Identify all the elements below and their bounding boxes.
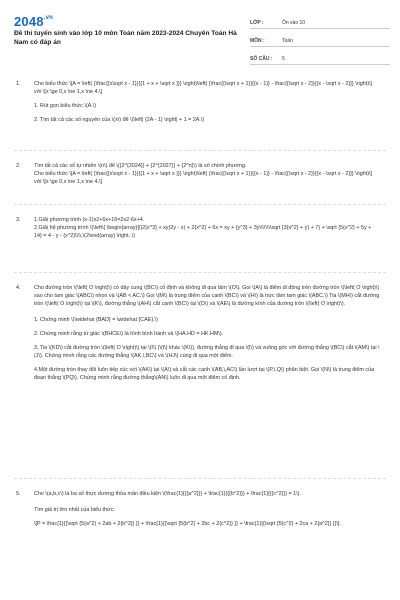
question-number: 1. xyxy=(16,81,21,87)
question-stem-2: Cho biểu thức \[A = \left( {\frac{{x\sqrt x - 1}}{{1 + x + \sqrt x }}} \right)\left( {\frac{{\sqrt x + 1}}{{x - 1}} - \frac{{\sqrt x - 2}}{{x - \sqrt x - 2}}} \right)\] với \[x \ge 0,x \ne 1,x \ne 4.\] xyxy=(34,171,373,185)
brand-name: 2048 xyxy=(14,14,44,29)
question-part: Tìm giá trị lớn nhất của biểu thức: xyxy=(34,507,115,513)
divider xyxy=(14,150,386,151)
question-stem: Cho biểu thức \[A = \left( {\frac{{x\sqrt x - 1}}{{1 + x + \sqrt x }}} \right)\left( {\frac{{\sqrt x + 1}}{{x - 1}} - \frac{{\sqrt x - 2}}{{x - \sqrt x - 2}}} \right)\] với \[x \ge 0,x \ne 1,x \ne 4.\] xyxy=(34,81,373,95)
question-stem: Cho \(a,b,c\) là ba số thực dương thỏa mãn điều kiện \(\frac{1}{{{a^2}}} + \frac{1}{{{b^2}}} + \frac{1}{{{c^2}}} = 1\). xyxy=(34,491,301,497)
meta-key: LỚP : xyxy=(250,20,264,26)
question-body xyxy=(34,80,380,130)
meta-row-subject xyxy=(250,30,390,47)
question-part: 3. Tia \(KD\) cắt đường tròn \(\left( O \right)\) tại \(I\) (\(I\) khác \(K\)), đường thẳng đi qua \(I\) và vuông góc với đường thẳng \(BC\) cắt \(AM\) tại \(J\). Chứng minh rằng các đường thẳng \(AK,\,BC\) và \(HJ\) cùng đi qua một điểm. xyxy=(34,345,380,359)
question-part: 2. Tìm tất cả các số nguyên của \(x\) để \(\left| {2A - 1} \right| + 1 = 2A.\) xyxy=(34,117,205,123)
meta-row-count xyxy=(250,48,390,65)
question-body xyxy=(34,490,380,534)
question-part: 4.Một đường tròn thay đổi luôn tiếp xúc với \(AK\) tại \(A\) và cắt các cạnh \(AB,\,AC\) lần lượt tại \(P,\,Q\) phân biệt. Gọi \(N\) là trung điểm của đoạn thẳng \(PQ\). Chứng minh rằng đường thẳng\(AN\) luôn đi qua một điểm cố định. xyxy=(34,367,375,381)
question-part: 2. Chứng minh rằng tứ giác \(BHCE\) là hình bình hành và \(HA.HD = HK.HM\). xyxy=(34,331,224,337)
document-title: Đề thi tuyển sinh vào lớp 10 môn Toán năm 2023-2024 Chuyên Toán Hà Nam có đáp án xyxy=(14,30,237,46)
question-number: 2. xyxy=(16,163,21,169)
document-header xyxy=(0,0,400,62)
question-number: 5. xyxy=(16,491,21,497)
divider xyxy=(14,272,386,273)
meta-value: Toán xyxy=(282,38,293,44)
question-part: 1. Chứng minh \(\widehat {BAD} = \widehat {CAE}.\) xyxy=(34,317,158,323)
meta-table xyxy=(250,12,390,66)
meta-value: 5 xyxy=(282,56,285,62)
question-body xyxy=(34,216,380,246)
question-stem: 1.Giải phương trình (x-1)x2+6x+16=2x2-6x+4. xyxy=(34,217,145,223)
meta-row-class xyxy=(250,12,390,29)
question-stem-2: 2.Giải hệ phương trình \(\left\{ \begin{array}{l}2{x^3} + xy(2y - x) + 2{x^2} + 6x = xy + {y^3} + 3y\\\\\\\\sqrt {3{x^2} + y} + 7} + \sqrt {5{x^2} + 5y + 14} = 4 - y - {x^2}\\\\,\(2\end{array} \right..\) xyxy=(34,225,372,239)
brand-logo[interactable] xyxy=(14,14,53,29)
question-stem: Cho đường tròn \(\left( O \right)\) có dây cung \(BC\) cố định và không đi qua tâm \(O\). Gọi \(A\) là điểm di động trên đường tròn \(\left( O \right)\) sao cho tam giác \(ABC\) nhọn và \(AB < AC.\) Gọi \(M\) là trung điểm của cạnh \(BC\) và \(H\) là trực tâm tam giác \(ABC.\) Tia \(MH\) cắt đường tròn \(\left( O \right)\) tại \(K\), đường thẳng \(AH\) cắt cạnh \(BC\) tại \(D\) và \(AE\) là đường kính của đường tròn \(\left( O \right)\). xyxy=(34,285,380,307)
divider xyxy=(14,204,386,205)
question-body xyxy=(34,162,380,192)
question-body xyxy=(34,284,380,388)
question-stem: Tìm tất cả các số tự nhiên \(n\) để \({2^{2024}} + {2^{2027}} + {2^n}\) là số chính phương. xyxy=(34,163,247,169)
question-part: 1. Rút gọn biểu thức \(A.\) xyxy=(34,103,97,109)
meta-key: SỐ CÂU : xyxy=(250,56,273,62)
divider xyxy=(14,478,386,479)
brand-tld: .vn xyxy=(43,15,54,21)
question-number: 3. xyxy=(16,217,21,223)
meta-value: Ôn vào 10 xyxy=(282,20,306,26)
question-part: \[P = \frac{1}{{\sqrt {5{a^2} + 2ab + 2{b^2}} }} + \frac{1}{{\sqrt {5{b^2} + 2bc + 2{c^2}} }} + \frac{1}{{\sqrt {5{c^2} + 2ca + 2{a^2}} }}\]. xyxy=(34,521,341,527)
question-number: 4. xyxy=(16,285,21,291)
meta-key: MÔN : xyxy=(250,38,265,44)
